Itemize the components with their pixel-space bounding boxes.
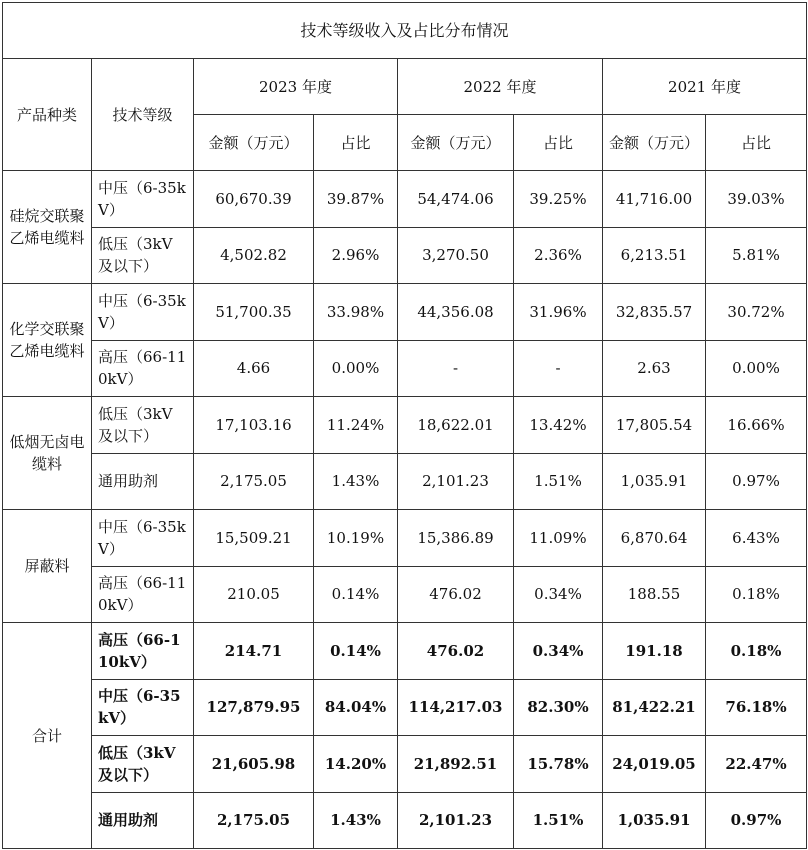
amount-2021-cell: 191.18 (603, 623, 706, 680)
amount-2021-cell: 1,035.91 (603, 792, 706, 849)
tech-level-cell: 中压（6-35kV） (92, 284, 194, 341)
ratio-2023-cell: 0.14% (314, 623, 398, 680)
table-row (3, 171, 807, 228)
amount-2021-cell: 41,716.00 (603, 171, 706, 228)
amount-2021-cell: 24,019.05 (603, 736, 706, 793)
amount-2022-cell: 476.02 (398, 566, 514, 623)
ratio-2023-cell: 11.24% (314, 397, 398, 454)
table-row (3, 340, 807, 397)
ratio-2023-cell: 33.98% (314, 284, 398, 341)
amount-2022-cell: 114,217.03 (398, 679, 514, 736)
ratio-2022-cell: 0.34% (514, 623, 603, 680)
amount-2023-cell: 17,103.16 (194, 397, 314, 454)
tech-level-cell: 通用助剂 (92, 792, 194, 849)
product-type-cell: 屏蔽料 (3, 510, 92, 623)
tech-level-cell: 低压（3kV及以下） (92, 227, 194, 284)
amount-2022-cell: 3,270.50 (398, 227, 514, 284)
tech-level-cell: 低压（3kV及以下） (92, 397, 194, 454)
amount-2022-cell: 54,474.06 (398, 171, 514, 228)
amount-2021-cell: 32,835.57 (603, 284, 706, 341)
product-type-cell: 硅烷交联聚乙烯电缆料 (3, 171, 92, 284)
table-row (3, 792, 807, 849)
amount-2021-cell: 6,213.51 (603, 227, 706, 284)
ratio-2023-cell: 1.43% (314, 792, 398, 849)
ratio-2022-cell: 15.78% (514, 736, 603, 793)
amount-2022-cell: 44,356.08 (398, 284, 514, 341)
ratio-2021-cell: 0.18% (706, 623, 807, 680)
header-year-2022: 2022 年度 (398, 59, 603, 115)
header-ratio: 占比 (706, 115, 807, 171)
header-ratio: 占比 (514, 115, 603, 171)
tech-level-cell: 低压（3kV及以下） (92, 736, 194, 793)
ratio-2022-cell: 11.09% (514, 510, 603, 567)
amount-2023-cell: 214.71 (194, 623, 314, 680)
ratio-2023-cell: 0.00% (314, 340, 398, 397)
ratio-2023-cell: 39.87% (314, 171, 398, 228)
ratio-2022-cell: 1.51% (514, 453, 603, 510)
ratio-2023-cell: 2.96% (314, 227, 398, 284)
amount-2022-cell: 2,101.23 (398, 792, 514, 849)
amount-2023-cell: 51,700.35 (194, 284, 314, 341)
header-amount: 金额（万元） (194, 115, 314, 171)
tech-level-cell: 高压（66-110kV） (92, 566, 194, 623)
ratio-2022-cell: - (514, 340, 603, 397)
ratio-2022-cell: 31.96% (514, 284, 603, 341)
table-title: 技术等级收入及占比分布情况 (3, 3, 807, 59)
table-row (3, 623, 807, 680)
tech-level-cell: 通用助剂 (92, 453, 194, 510)
ratio-2021-cell: 76.18% (706, 679, 807, 736)
table-row (3, 510, 807, 567)
amount-2021-cell: 188.55 (603, 566, 706, 623)
header-year-2023: 2023 年度 (194, 59, 398, 115)
amount-2023-cell: 127,879.95 (194, 679, 314, 736)
amount-2023-cell: 2,175.05 (194, 453, 314, 510)
ratio-2021-cell: 22.47% (706, 736, 807, 793)
ratio-2022-cell: 39.25% (514, 171, 603, 228)
tech-level-cell: 高压（66-110kV） (92, 340, 194, 397)
ratio-2022-cell: 2.36% (514, 227, 603, 284)
amount-2023-cell: 4.66 (194, 340, 314, 397)
amount-2021-cell: 1,035.91 (603, 453, 706, 510)
amount-2022-cell: - (398, 340, 514, 397)
header-product-type: 产品种类 (3, 59, 92, 171)
tech-level-cell: 中压（6-35kV） (92, 510, 194, 567)
amount-2022-cell: 18,622.01 (398, 397, 514, 454)
tech-level-cell: 中压（6-35kV） (92, 679, 194, 736)
product-type-cell: 化学交联聚乙烯电缆料 (3, 284, 92, 397)
revenue-by-tech-level-table (2, 2, 807, 849)
ratio-2023-cell: 0.14% (314, 566, 398, 623)
amount-2021-cell: 81,422.21 (603, 679, 706, 736)
amount-2021-cell: 6,870.64 (603, 510, 706, 567)
ratio-2021-cell: 5.81% (706, 227, 807, 284)
ratio-2023-cell: 10.19% (314, 510, 398, 567)
total-label: 合计 (3, 623, 92, 849)
amount-2023-cell: 60,670.39 (194, 171, 314, 228)
header-year-2021: 2021 年度 (603, 59, 807, 115)
table-row (3, 227, 807, 284)
ratio-2021-cell: 39.03% (706, 171, 807, 228)
table-row (3, 397, 807, 454)
header-amount: 金额（万元） (398, 115, 514, 171)
amount-2023-cell: 210.05 (194, 566, 314, 623)
amount-2023-cell: 21,605.98 (194, 736, 314, 793)
ratio-2021-cell: 0.00% (706, 340, 807, 397)
ratio-2021-cell: 16.66% (706, 397, 807, 454)
amount-2022-cell: 2,101.23 (398, 453, 514, 510)
ratio-2023-cell: 84.04% (314, 679, 398, 736)
ratio-2021-cell: 0.97% (706, 453, 807, 510)
amount-2022-cell: 476.02 (398, 623, 514, 680)
product-type-cell: 低烟无卤电缆料 (3, 397, 92, 510)
amount-2023-cell: 15,509.21 (194, 510, 314, 567)
ratio-2021-cell: 0.18% (706, 566, 807, 623)
ratio-2021-cell: 6.43% (706, 510, 807, 567)
amount-2022-cell: 21,892.51 (398, 736, 514, 793)
header-ratio: 占比 (314, 115, 398, 171)
header-amount: 金额（万元） (603, 115, 706, 171)
table-row (3, 284, 807, 341)
ratio-2022-cell: 13.42% (514, 397, 603, 454)
tech-level-cell: 高压（66-110kV） (92, 623, 194, 680)
amount-2021-cell: 2.63 (603, 340, 706, 397)
amount-2022-cell: 15,386.89 (398, 510, 514, 567)
table-row (3, 736, 807, 793)
amount-2023-cell: 2,175.05 (194, 792, 314, 849)
ratio-2023-cell: 14.20% (314, 736, 398, 793)
ratio-2023-cell: 1.43% (314, 453, 398, 510)
amount-2021-cell: 17,805.54 (603, 397, 706, 454)
header-tech-level: 技术等级 (92, 59, 194, 171)
tech-level-cell: 中压（6-35kV） (92, 171, 194, 228)
table-row (3, 453, 807, 510)
table-row (3, 566, 807, 623)
amount-2023-cell: 4,502.82 (194, 227, 314, 284)
table-row (3, 679, 807, 736)
ratio-2022-cell: 0.34% (514, 566, 603, 623)
ratio-2022-cell: 1.51% (514, 792, 603, 849)
ratio-2022-cell: 82.30% (514, 679, 603, 736)
ratio-2021-cell: 0.97% (706, 792, 807, 849)
ratio-2021-cell: 30.72% (706, 284, 807, 341)
